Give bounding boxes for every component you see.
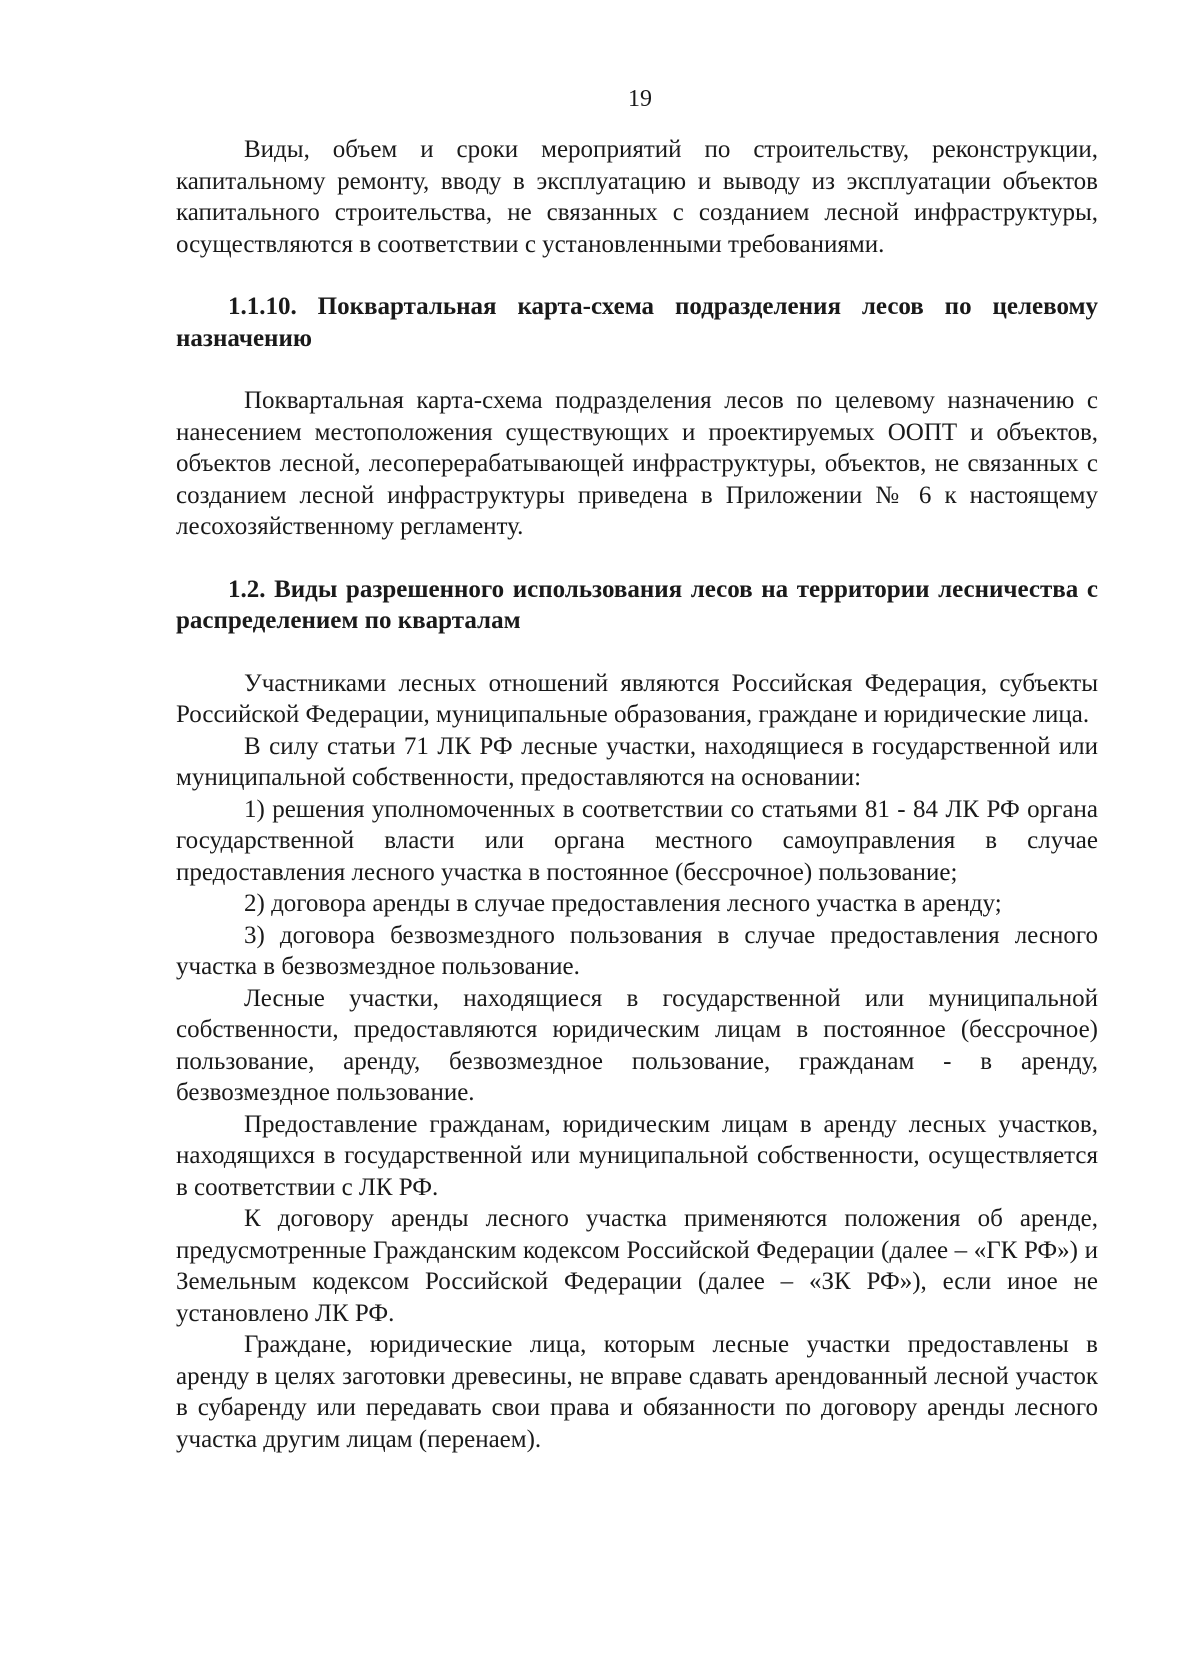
list-item: 3) договора безвозмездного пользования в случае предоставления лесного участка в безвозмездное пользование. (176, 921, 1098, 980)
paragraph: Граждане, юридические лица, которым лесные участки предоставлены в аренду в целях заготовки древесины, не вправе сдавать арендованный лесной участок в субаренду или передавать свои права и обязанности по договору аренды лесного участка другим лицам (перенаем). (176, 1331, 1098, 1453)
paragraph: Виды, объем и сроки мероприятий по строительству, реконструкции, капитальному ремонту, вводу в эксплуатацию и выводу из эксплуатации объектов капитального строительства, не связанных с созданием лесной инфраструктуры, осуществляются в соответствии с установленными требованиями. (176, 136, 1098, 258)
section-heading-1-1-10: 1.1.10. Поквартальная карта-схема подразделения лесов по целевому назначению (176, 293, 1098, 352)
paragraph: Поквартальная карта-схема подразделения лесов по целевому назначению с нанесением местоположения существующих и проектируемых ООПТ и объектов, объектов лесной, лесоперерабатывающей инфраструктуры, объектов, не связанных с созданием лесной инфраструктуры приведена в Приложении № 6 к настоящему лесохозяйственному регламенту. (176, 387, 1098, 540)
paragraph: В силу статьи 71 ЛК РФ лесные участки, находящиеся в государственной или муниципальной собственности, предоставляются на основании: (176, 732, 1098, 791)
section-heading-1-2: 1.2. Виды разрешенного использования лесов на территории лесничества с распределением по кварталам (176, 575, 1098, 634)
paragraph: К договору аренды лесного участка применяются положения об аренде, предусмотренные Гражданским кодексом Российской Федерации (далее – «ГК РФ») и Земельным кодексом Российской Федерации (далее – «ЗК РФ»), если иное не установлено ЛК РФ. (176, 1205, 1098, 1327)
paragraph: Лесные участки, находящиеся в государственной или муниципальной собственности, предоставляются юридическим лицам в постоянное (бессрочное) пользование, аренду, безвозмездное пользование, гражданам - в аренду, безвозмездное пользование. (176, 984, 1098, 1106)
paragraph: Участниками лесных отношений являются Российская Федерация, субъекты Российской Федерации, муниципальные образования, граждане и юридические лица. (176, 669, 1098, 728)
paragraph: Предоставление гражданам, юридическим лицам в аренду лесных участков, находящихся в государственной или муниципальной собственности, осуществляется в соответствии с ЛК РФ. (176, 1110, 1098, 1201)
page-number: 19 (628, 86, 652, 112)
list-item: 1) решения уполномоченных в соответствии со статьями 81 - 84 ЛК РФ органа государственной власти или органа местного самоуправления в случае предоставления лесного участка в постоянное (бессрочное) пользование; (176, 795, 1098, 886)
list-item: 2) договора аренды в случае предоставления лесного участка в аренду; (244, 890, 1002, 917)
page-content (176, 134, 1098, 1455)
